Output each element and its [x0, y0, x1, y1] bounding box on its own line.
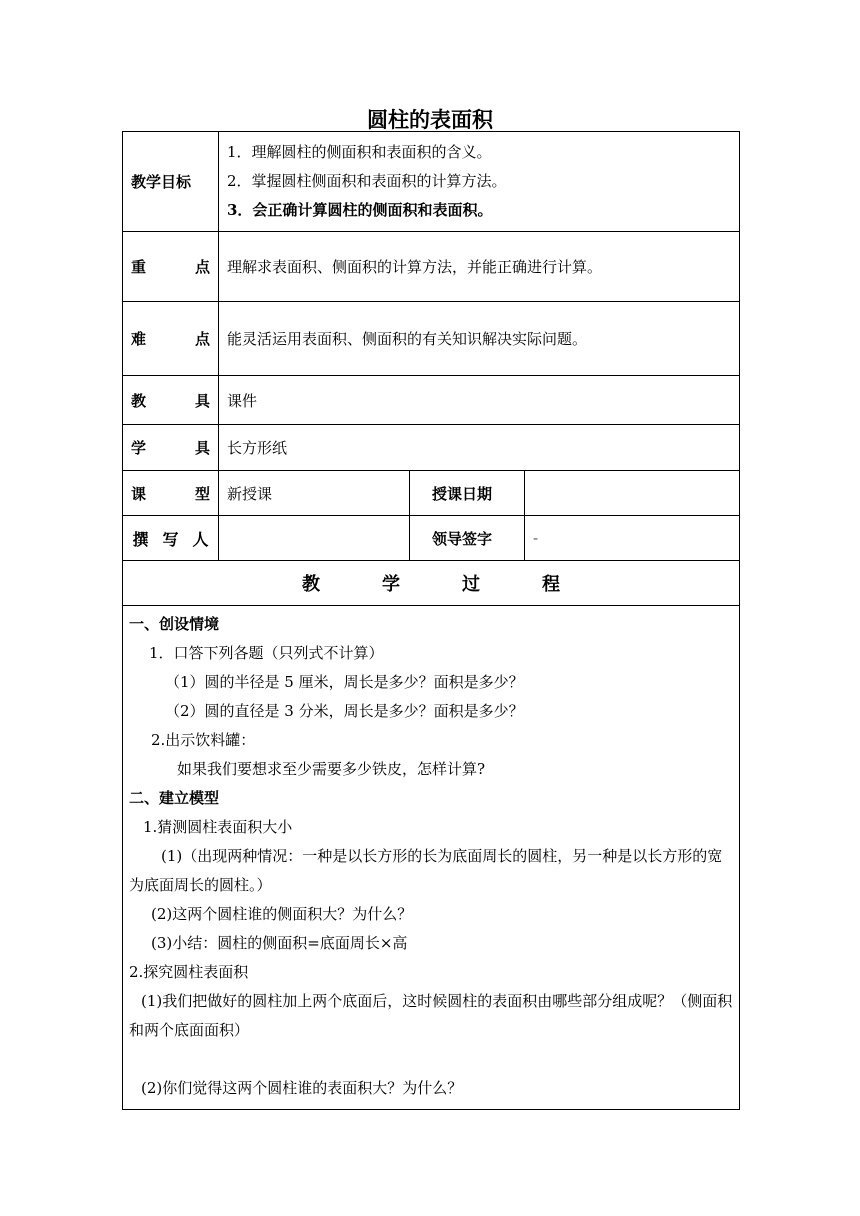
goal-item: 2．掌握圆柱侧面积和表面积的计算方法。 [227, 172, 507, 190]
learning-tools-label: 学 具 [123, 425, 219, 471]
learning-tools-value: 长方形纸 [219, 425, 740, 471]
lesson-plan-table [122, 131, 740, 1110]
lesson-type-label: 课 型 [123, 471, 219, 516]
paragraph: (2)你们觉得这两个圆柱谁的表面积大？为什么？ [141, 1079, 463, 1097]
paragraph: 2.出示饮料罐： [151, 731, 256, 749]
date-label: 授课日期 [410, 471, 525, 516]
paragraph: （1）圆的半径是 5 厘米，周长是多少？面积是多少？ [165, 673, 524, 691]
spacer [129, 1045, 733, 1074]
paragraph: (1)（出现两种情况：一种是以长方形的长为底面周长的圆柱，另一种是以长方形的宽为底面周长的圆柱。） [129, 847, 723, 894]
goals-cell [219, 132, 740, 232]
teaching-tools-label: 教 具 [123, 376, 219, 425]
paragraph: (1)我们把做好的圆柱加上两个底面后，这时候圆柱的表面积由哪些部分组成呢？（侧面积和两个底面面积） [129, 992, 733, 1039]
paragraph: （2）圆的直径是 3 分米，周长是多少？面积是多少？ [165, 702, 524, 720]
process-header-row [123, 561, 740, 606]
section-heading: 一、创设情境 [129, 615, 220, 633]
paragraph: 1．口答下列各题（只列式不计算） [149, 644, 384, 662]
date-value [525, 471, 740, 516]
goal-item: 3．会正确计算圆柱的侧面积和表面积。 [227, 201, 493, 219]
difficulty-row [123, 302, 740, 376]
paragraph: (2)这两个圆柱谁的侧面积大？为什么？ [151, 905, 413, 923]
goal-item: 1．理解圆柱的侧面积和表面积的含义。 [227, 143, 492, 161]
section-heading: 二、建立模型 [129, 789, 220, 807]
paragraph: 2.探究圆柱表面积 [129, 963, 249, 981]
key-row [123, 232, 740, 302]
lesson-type-row [123, 471, 740, 516]
key-value: 理解求表面积、侧面积的计算方法，并能正确进行计算。 [219, 232, 740, 302]
process-content [123, 606, 740, 1110]
teaching-tools-value: 课件 [219, 376, 740, 425]
difficulty-value: 能灵活运用表面积、侧面积的有关知识解决实际问题。 [219, 302, 740, 376]
author-row [123, 516, 740, 561]
paragraph: (3)小结：圆柱的侧面积=底面周长×高 [151, 934, 408, 952]
leader-value: - [525, 516, 740, 561]
lesson-type-value: 新授课 [219, 471, 410, 516]
key-label: 重 点 [123, 232, 219, 302]
difficulty-label: 难 点 [123, 302, 219, 376]
goals-label: 教学目标 [123, 132, 219, 232]
process-header: 教 学 过 程 [123, 561, 740, 606]
teaching-tools-row [123, 376, 740, 425]
process-content-row [123, 606, 740, 1110]
learning-tools-row [123, 425, 740, 471]
document-title: 圆柱的表面积 [367, 108, 493, 132]
paragraph: 如果我们要想求至少需要多少铁皮，怎样计算? [177, 760, 486, 778]
author-label: 撰 写 人 [123, 516, 219, 561]
goals-row [123, 132, 740, 232]
paragraph: 1.猜测圆柱表面积大小 [143, 818, 293, 836]
leader-label: 领导签字 [410, 516, 525, 561]
author-value [219, 516, 410, 561]
